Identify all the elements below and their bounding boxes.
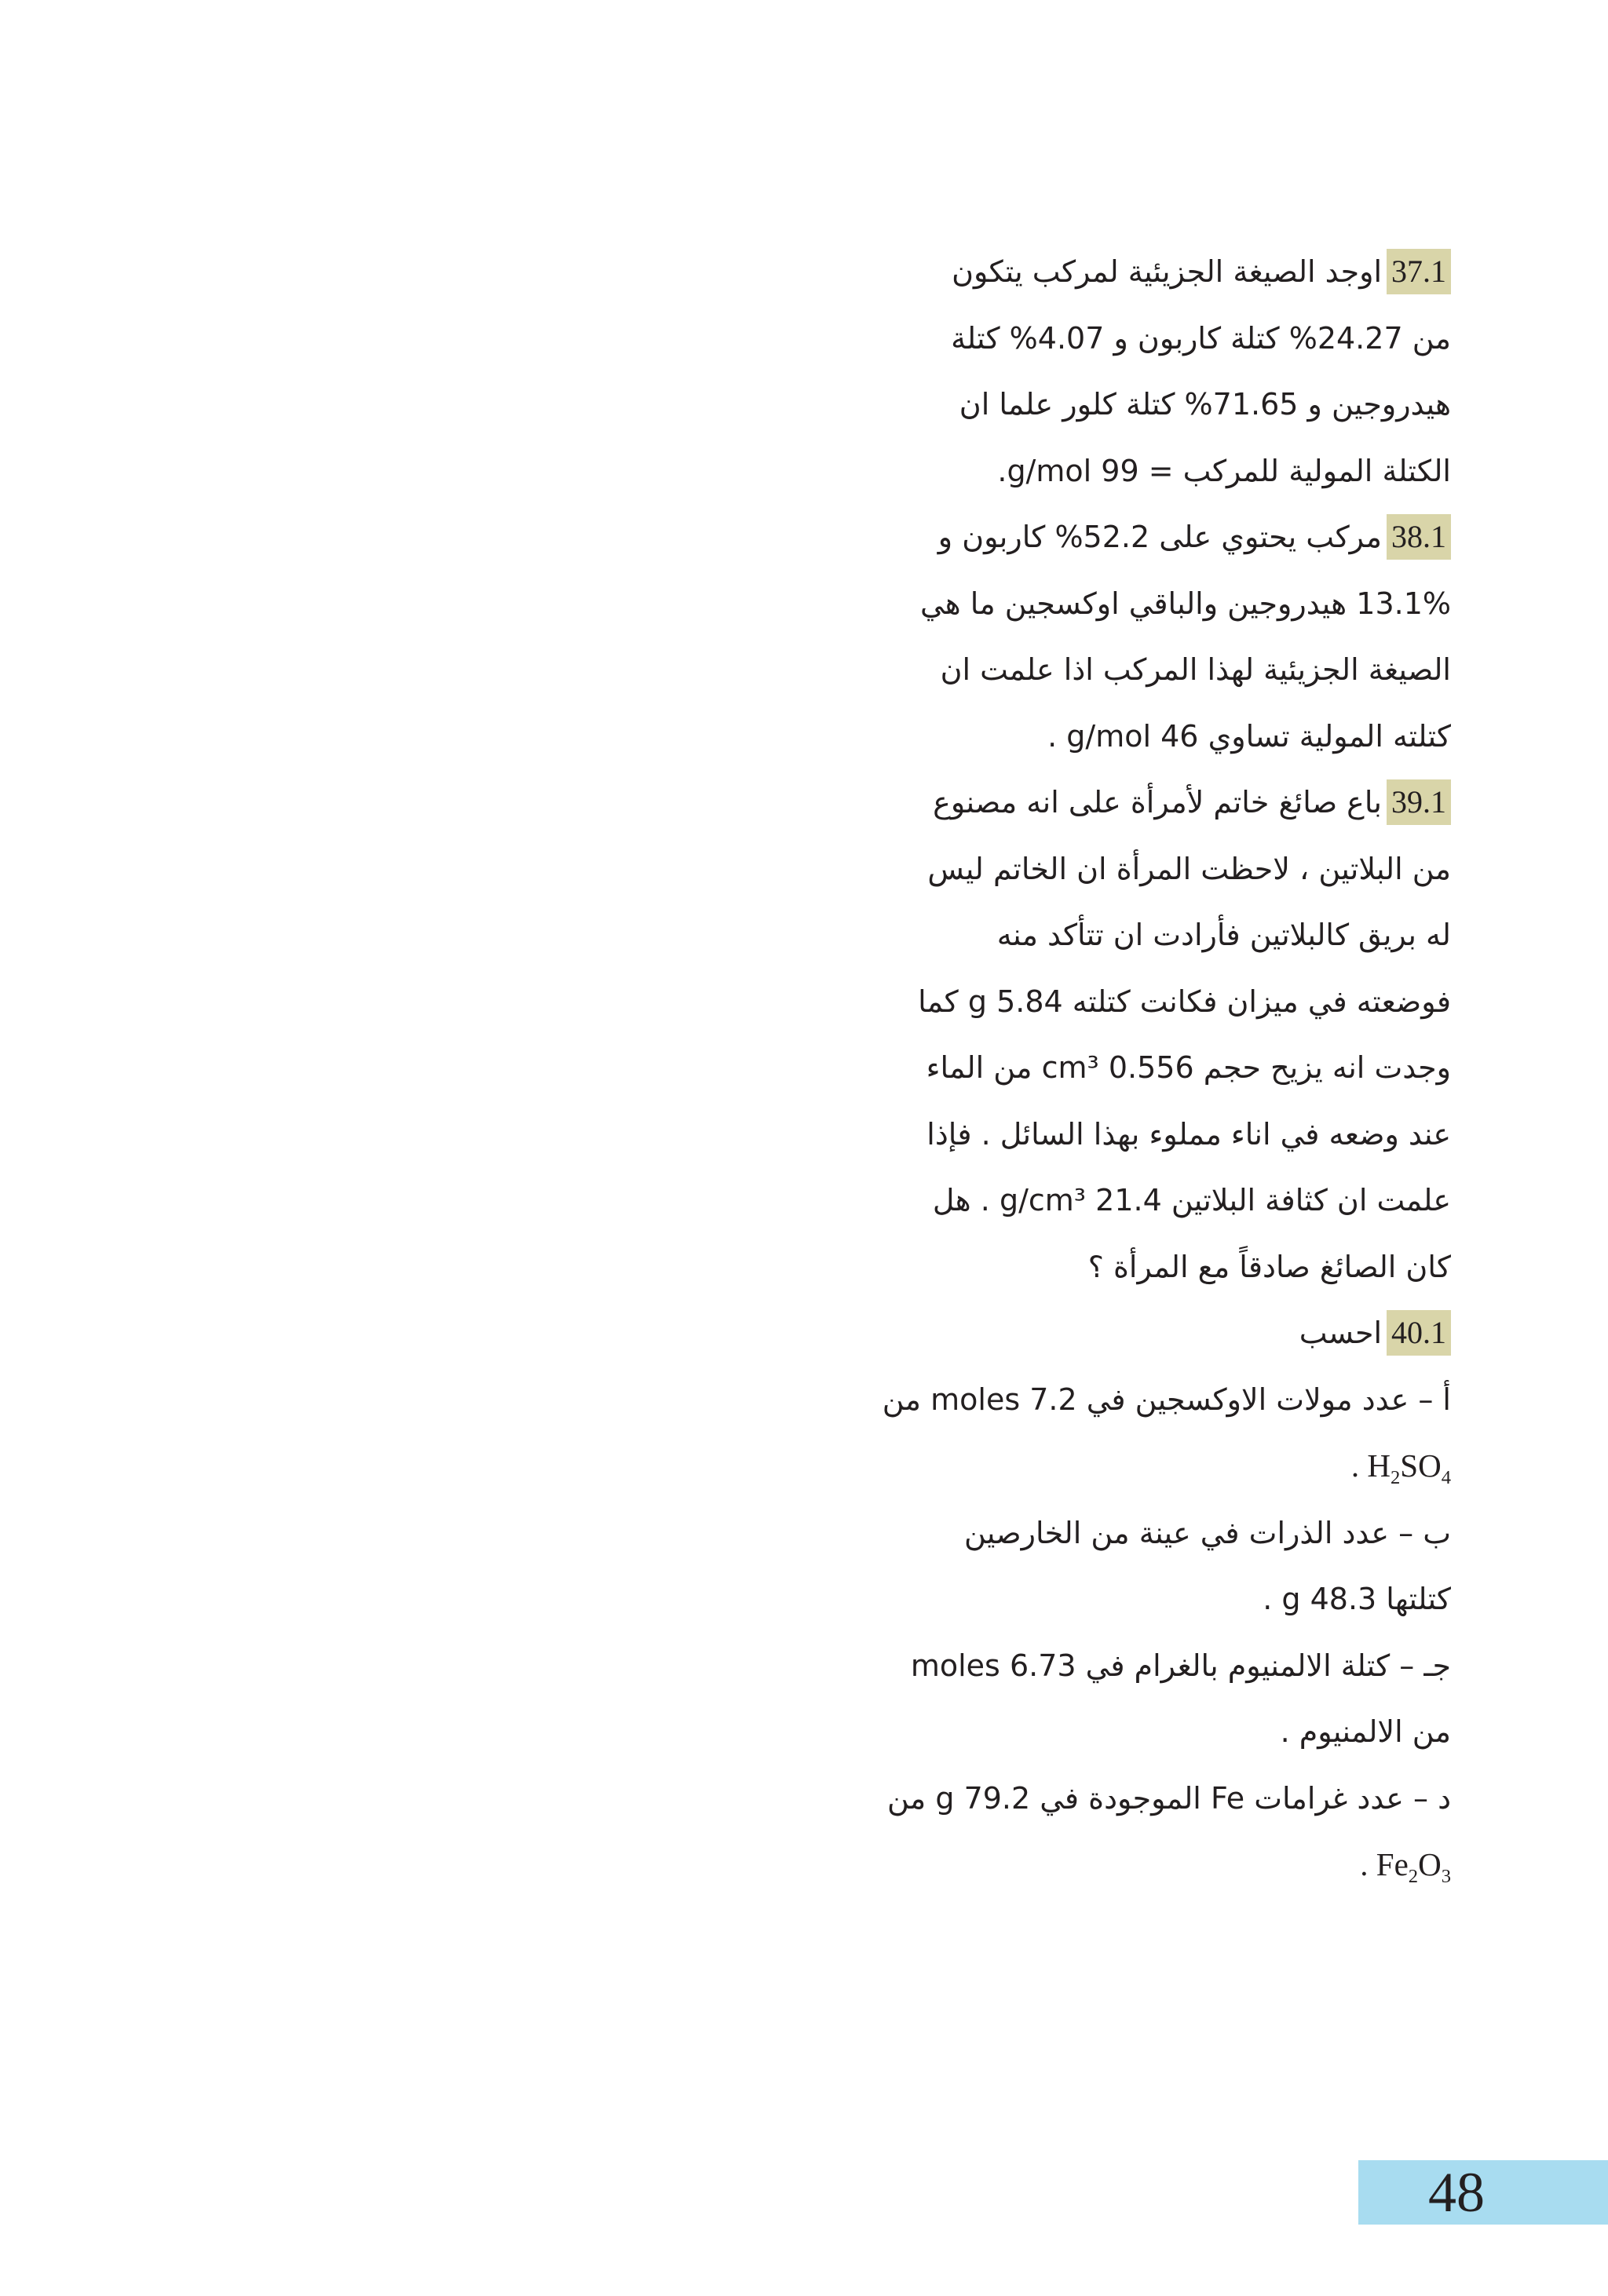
q37-line-1 xyxy=(817,239,1451,305)
q39-line-6: عند وضعه في اناء مملوء بهذا السائل . فإذا xyxy=(926,1116,1451,1152)
q37-number: 37.1 xyxy=(1387,249,1451,294)
q40-title: احسب xyxy=(1299,1316,1382,1350)
q39-line-7: علمت ان كثافة البلاتين 21.4 g/cm³ . هل xyxy=(932,1183,1451,1217)
q38-line-4: كتلته المولية تساوي 46 g/mol . xyxy=(1047,718,1451,754)
q39-text-1: باع صائغ خاتم لأمرأة على انه مصنوع xyxy=(933,785,1382,819)
q40-part-c-line-1: جـ – كتلة الالمنيوم بالغرام في 6.73 moles xyxy=(910,1648,1451,1683)
page-number: 48 xyxy=(1428,2161,1485,2224)
q39-line-5: وجدت انه يزيح حجم 0.556 cm³ من الماء xyxy=(926,1050,1451,1085)
q40-part-b-line-1: ب – عدد الذرات في عينة من الخارصين xyxy=(964,1515,1451,1550)
q39-line-1 xyxy=(817,769,1451,836)
q40-part-a-formula xyxy=(817,1433,1451,1500)
q38-line-3: الصيغة الجزيئية لهذا المركب اذا علمت ان xyxy=(940,652,1451,687)
q38-text-1: مركب يحتوي على 52.2% كاربون و xyxy=(937,520,1382,554)
q37-line-3: هيدروجين و 71.65% كتلة كلور علما ان xyxy=(959,387,1451,422)
q40-part-c-line-2: من الالمنيوم . xyxy=(1280,1714,1451,1749)
q40-part-d-line-1: د – عدد غرامات Fe الموجودة في 79.2 g من xyxy=(886,1780,1451,1816)
q40-part-a-line-1: أ – عدد مولات الاوكسجين في 7.2 moles من xyxy=(882,1382,1451,1417)
q40-title-line xyxy=(817,1300,1451,1367)
q38-line-1 xyxy=(817,504,1451,571)
q37-line-4: الكتلة المولية للمركب = 99 g/mol. xyxy=(997,453,1451,488)
h2so4-formula: . $H_2SO_4$ xyxy=(1350,1447,1451,1489)
q39-line-4: فوضعته في ميزان فكانت كتلته 5.84 g كما xyxy=(918,984,1451,1019)
q40-number: 40.1 xyxy=(1387,1310,1451,1356)
q40-part-b-line-2: كتلتها 48.3 g . xyxy=(1263,1582,1451,1616)
q40-part-d-formula xyxy=(817,1831,1451,1899)
questions-column xyxy=(817,239,1451,1899)
q39-line-2: من البلاتين ، لاحظت المرأة ان الخاتم ليس xyxy=(927,851,1451,886)
fe2o3-formula: . $Fe_2O_3$ xyxy=(1360,1846,1451,1888)
q39-line-8: كان الصائغ صادقاً مع المرأة ؟ xyxy=(1087,1249,1451,1284)
q39-number: 39.1 xyxy=(1387,779,1451,825)
q37-line-2: من 24.27% كتلة كاربون و 4.07% كتلة xyxy=(951,320,1451,356)
q39-line-3: له بريق كالبلاتين فأرادت ان تتأكد منه xyxy=(996,918,1451,952)
q37-text-1: اوجد الصيغة الجزيئية لمركب يتكون xyxy=(952,254,1382,289)
q38-number: 38.1 xyxy=(1387,514,1451,560)
q38-line-2: 13.1% هيدروجين والباقي اوكسجين ما هي xyxy=(920,586,1451,621)
